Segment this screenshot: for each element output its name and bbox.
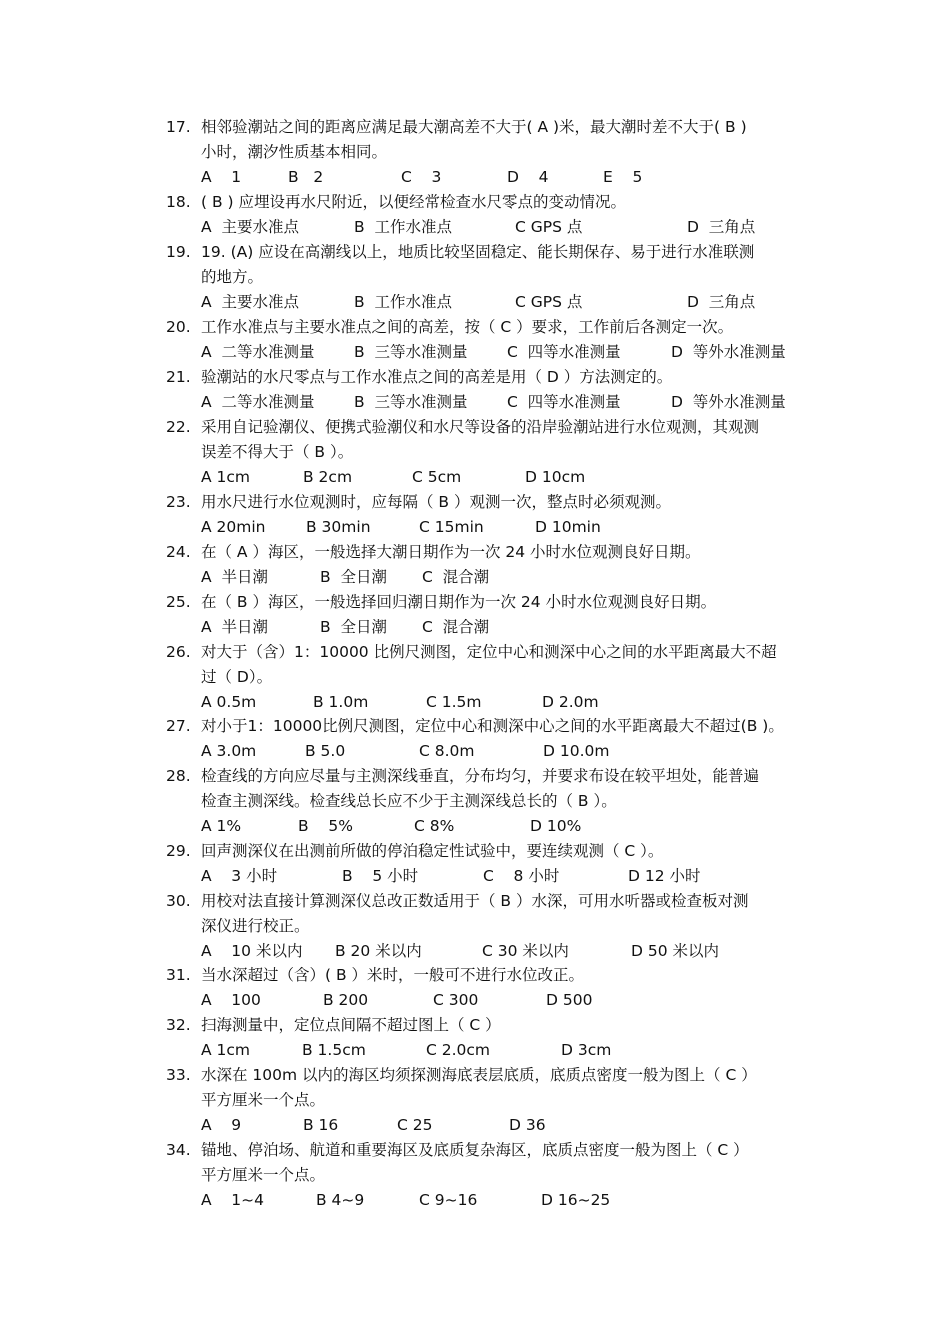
answer-option: D 10.0m xyxy=(543,742,610,760)
answer-option: B 200 xyxy=(323,991,369,1009)
answer-option: D 3cm xyxy=(561,1041,612,1059)
question-number: 25. xyxy=(166,593,191,611)
answer-option: A 1 xyxy=(201,168,242,186)
answer-option: B 5 小时 xyxy=(342,867,419,885)
answer-options xyxy=(201,390,811,415)
question-number: 17. xyxy=(166,118,191,136)
answer-option: C 1.5m xyxy=(426,693,482,711)
answer-option: D 50 米以内 xyxy=(631,942,720,960)
question-text-line: 采用自记验潮仪、便携式验潮仪和水尺等设备的沿岸验潮站进行水位观测，其观测 xyxy=(201,418,760,436)
answer-option: C 15min xyxy=(419,518,484,536)
question-24 xyxy=(166,540,816,565)
answer-option: B 工作水准点 xyxy=(354,218,452,236)
question-32 xyxy=(166,1013,816,1038)
question-number: 30. xyxy=(166,892,191,910)
question-text-line: 在（ B ）海区，一般选择回归潮日期作为一次 24 小时水位观测良好日期。 xyxy=(201,593,717,611)
answer-option: C 混合潮 xyxy=(422,568,490,586)
question-21 xyxy=(166,365,816,390)
answer-option: D 4 xyxy=(507,168,549,186)
question-number: 34. xyxy=(166,1141,191,1159)
answer-option: A 1% xyxy=(201,817,242,835)
answer-option: D 等外水准测量 xyxy=(671,343,786,361)
answer-option: B 5% xyxy=(298,817,353,835)
answer-option: A 9 xyxy=(201,1116,242,1134)
question-text-line: 小时，潮汐性质基本相同。 xyxy=(201,143,388,161)
question-number: 33. xyxy=(166,1066,191,1084)
answer-option: D 10% xyxy=(530,817,582,835)
question-20 xyxy=(166,315,816,340)
question-text-line: 的地方。 xyxy=(201,268,264,286)
answer-option: A 主要水准点 xyxy=(201,218,299,236)
answer-option: C 四等水准测量 xyxy=(507,343,621,361)
question-28 xyxy=(166,764,816,814)
question-number: 26. xyxy=(166,643,191,661)
question-number: 23. xyxy=(166,493,191,511)
question-text-line: 用校对法直接计算测深仪总改正数适用于（ B ）水深，可用水听器或检查板对测 xyxy=(201,892,749,910)
answer-option: A 3.0m xyxy=(201,742,257,760)
answer-option: A 主要水准点 xyxy=(201,293,299,311)
question-26 xyxy=(166,640,816,690)
answer-option: C 25 xyxy=(397,1116,433,1134)
answer-options xyxy=(201,290,811,315)
question-text-line: 19. (A) 应设在高潮线以上，地质比较坚固稳定、能长期保存、易于进行水准联测 xyxy=(201,243,755,261)
question-text-line: 水深在 100m 以内的海区均须探测海底表层底质，底质点密度一般为图上（ C ） xyxy=(201,1066,757,1084)
answer-option: B 20 米以内 xyxy=(335,942,422,960)
answer-option: C 5cm xyxy=(412,468,462,486)
answer-option: A 0.5m xyxy=(201,693,257,711)
question-number: 22. xyxy=(166,418,191,436)
answer-option: C 8 小时 xyxy=(483,867,560,885)
answer-option: C 8% xyxy=(414,817,455,835)
answer-options xyxy=(201,465,811,490)
answer-option: B 16 xyxy=(303,1116,339,1134)
question-text-line: 在（ A ）海区，一般选择大潮日期作为一次 24 小时水位观测良好日期。 xyxy=(201,543,701,561)
question-number: 19. xyxy=(166,243,191,261)
question-text-line: 验潮站的水尺零点与工作水准点之间的高差是用（ D ）方法测定的。 xyxy=(201,368,673,386)
question-text-line: 回声测深仪在出测前所做的停泊稳定性试验中，要连续观测（ C ）。 xyxy=(201,842,664,860)
question-25 xyxy=(166,590,816,615)
answer-options xyxy=(201,1113,811,1138)
question-31 xyxy=(166,963,816,988)
answer-options xyxy=(201,615,811,640)
answer-options xyxy=(201,515,811,540)
question-number: 27. xyxy=(166,717,191,735)
answer-option: E 5 xyxy=(603,168,643,186)
answer-option: C 300 xyxy=(433,991,479,1009)
answer-option: C GPS 点 xyxy=(515,218,583,236)
question-19 xyxy=(166,240,816,290)
answer-option: D 500 xyxy=(546,991,593,1009)
answer-option: D 10cm xyxy=(525,468,586,486)
answer-options xyxy=(201,939,811,964)
answer-options xyxy=(201,739,811,764)
answer-option: A 半日潮 xyxy=(201,568,268,586)
question-text-line: 平方厘米一个点。 xyxy=(201,1091,326,1109)
answer-option: B 全日潮 xyxy=(320,568,387,586)
answer-options xyxy=(201,1038,811,1063)
question-number: 21. xyxy=(166,368,191,386)
question-number: 31. xyxy=(166,966,191,984)
answer-option: C 3 xyxy=(401,168,442,186)
answer-option: C 四等水准测量 xyxy=(507,393,621,411)
question-23 xyxy=(166,490,816,515)
answer-option: C 8.0m xyxy=(419,742,475,760)
answer-option: D 三角点 xyxy=(687,218,756,236)
question-number: 28. xyxy=(166,767,191,785)
answer-option: A 20min xyxy=(201,518,266,536)
question-text-line: 对大于（含）1：10000 比例尺测图，定位中心和测深中心之间的水平距离最大不超 xyxy=(201,643,777,661)
question-text-line: 扫海测量中，定位点间隔不超过图上（ C ） xyxy=(201,1016,501,1034)
question-number: 18. xyxy=(166,193,191,211)
answer-option: A 1~4 xyxy=(201,1191,265,1209)
question-18 xyxy=(166,190,816,215)
question-text-line: 工作水准点与主要水准点之间的高差，按（ C ）要求，工作前后各测定一次。 xyxy=(201,318,734,336)
answer-option: A 1cm xyxy=(201,468,251,486)
answer-option: D 等外水准测量 xyxy=(671,393,786,411)
answer-option: C 2.0cm xyxy=(426,1041,491,1059)
answer-option: B 三等水准测量 xyxy=(354,393,468,411)
answer-option: C 30 米以内 xyxy=(482,942,569,960)
answer-option: D 2.0m xyxy=(542,693,599,711)
answer-option: B 4~9 xyxy=(316,1191,365,1209)
question-text-line: 对小于1：10000比例尺测图，定位中心和测深中心之间的水平距离最大不超过(B )。 xyxy=(201,717,784,735)
answer-options xyxy=(201,988,811,1013)
question-text-line: 平方厘米一个点。 xyxy=(201,1166,326,1184)
answer-option: B 30min xyxy=(306,518,371,536)
question-text-line: ( B ) 应埋设再水尺附近，以便经常检查水尺零点的变动情况。 xyxy=(201,193,627,211)
answer-option: A 10 米以内 xyxy=(201,942,303,960)
question-text-line: 锚地、停泊场、航道和重要海区及底质复杂海区，底质点密度一般为图上（ C ） xyxy=(201,1141,749,1159)
answer-options xyxy=(201,215,811,240)
answer-option: C 9~16 xyxy=(419,1191,478,1209)
answer-option: A 100 xyxy=(201,991,261,1009)
answer-option: B 三等水准测量 xyxy=(354,343,468,361)
question-text-line: 相邻验潮站之间的距离应满足最大潮高差不大于( A )米，最大潮时差不大于( B ) xyxy=(201,118,747,136)
answer-option: B 2cm xyxy=(303,468,353,486)
answer-options xyxy=(201,864,811,889)
answer-option: D 12 小时 xyxy=(628,867,701,885)
answer-option: B 全日潮 xyxy=(320,618,387,636)
answer-option: A 半日潮 xyxy=(201,618,268,636)
question-27 xyxy=(166,714,816,739)
question-number: 29. xyxy=(166,842,191,860)
answer-option: A 二等水准测量 xyxy=(201,393,315,411)
answer-option: B 1.5cm xyxy=(302,1041,366,1059)
answer-option: D 16~25 xyxy=(541,1191,611,1209)
question-33 xyxy=(166,1063,816,1113)
answer-option: C 混合潮 xyxy=(422,618,490,636)
question-text-line: 深仪进行校正。 xyxy=(201,917,310,935)
answer-option: D 10min xyxy=(535,518,601,536)
answer-option: A 1cm xyxy=(201,1041,251,1059)
question-22 xyxy=(166,415,816,465)
answer-options xyxy=(201,340,811,365)
answer-options xyxy=(201,165,811,190)
question-text-line: 检查线的方向应尽量与主测深线垂直，分布均匀，并要求布设在较平坦处，能普遍 xyxy=(201,767,760,785)
answer-option: B 2 xyxy=(288,168,324,186)
question-34 xyxy=(166,1138,816,1188)
question-17 xyxy=(166,115,816,165)
question-number: 24. xyxy=(166,543,191,561)
question-number: 32. xyxy=(166,1016,191,1034)
answer-option: D 36 xyxy=(509,1116,546,1134)
question-text-line: 误差不得大于（ B ）。 xyxy=(201,443,354,461)
answer-option: A 3 小时 xyxy=(201,867,278,885)
answer-option: B 工作水准点 xyxy=(354,293,452,311)
answer-options xyxy=(201,565,811,590)
question-text-line: 当水深超过（含）( B ）米时，一般可不进行水位改正。 xyxy=(201,966,585,984)
question-text-line: 用水尺进行水位观测时，应每隔（ B ）观测一次，整点时必须观测。 xyxy=(201,493,671,511)
answer-option: C GPS 点 xyxy=(515,293,583,311)
answer-options xyxy=(201,690,811,715)
answer-option: A 二等水准测量 xyxy=(201,343,315,361)
question-text-line: 过（ D）。 xyxy=(201,668,273,686)
question-29 xyxy=(166,839,816,864)
answer-option: B 5.0 xyxy=(305,742,346,760)
answer-options xyxy=(201,814,811,839)
question-text-line: 检查主测深线。检查线总长应不少于主测深线总长的（ B ）。 xyxy=(201,792,617,810)
answer-options xyxy=(201,1188,811,1213)
answer-option: B 1.0m xyxy=(313,693,369,711)
question-number: 20. xyxy=(166,318,191,336)
answer-option: D 三角点 xyxy=(687,293,756,311)
question-30 xyxy=(166,889,816,939)
